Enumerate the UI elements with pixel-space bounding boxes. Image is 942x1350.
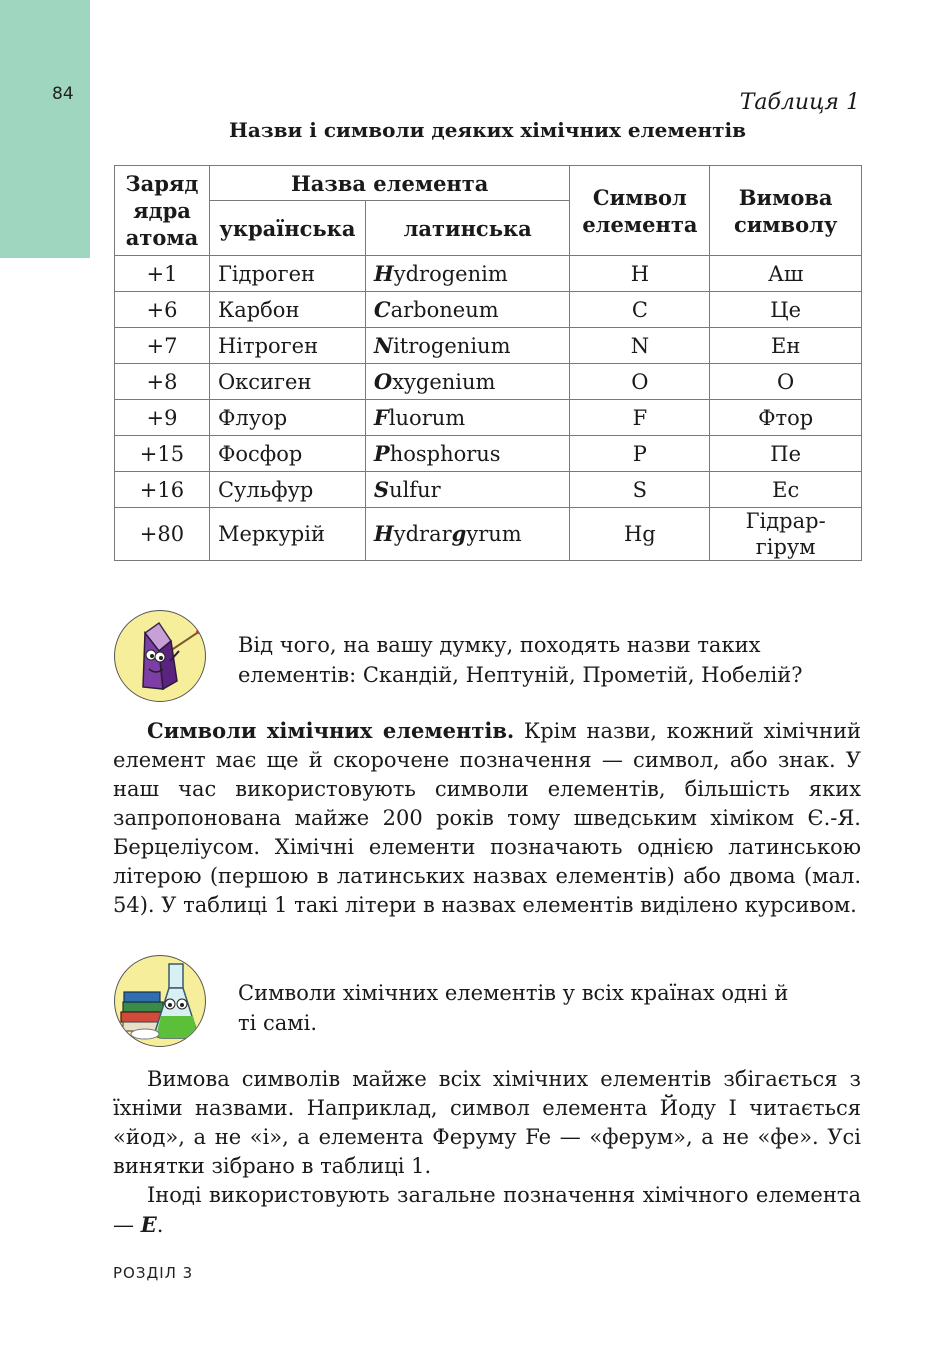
- header-charge: Заряд ядра атома: [115, 166, 210, 256]
- elements-table: [114, 165, 862, 561]
- page-number: 84: [52, 84, 74, 104]
- general-symbol: E: [140, 1212, 157, 1237]
- header-element-name: Назва елемента: [209, 166, 569, 201]
- cell-charge: +9: [115, 400, 210, 436]
- cell-ukrainian-name: Нітроген: [209, 328, 365, 364]
- cell-latin-name: Carboneum: [365, 292, 570, 328]
- table-row: [115, 436, 862, 472]
- cell-symbol: Hg: [570, 508, 710, 561]
- cell-pronunciation: Це: [710, 292, 862, 328]
- cell-charge: +15: [115, 436, 210, 472]
- chapter-color-band: [0, 0, 90, 258]
- header-ukrainian: українська: [209, 201, 365, 256]
- cell-symbol: S: [570, 472, 710, 508]
- cell-pronunciation: Пе: [710, 436, 862, 472]
- books-flask-icon: [114, 955, 206, 1047]
- paragraph-element-symbols: Символи хімічних елементів. Крім назви, кожний хімічний елемент має ще й скорочене позначення — символ, або знак. У наш час використовують символи елементів, більшість яких запропонована майже 200 років тому шведським хіміком Є.-Я. Берцеліусом. Хімічні елементи позначають однією латинською літерою (першою в латинських назвах елементів) або двома (мал. 54). У таблиці 1 такі літери в назвах елементів виділено курсивом.: [113, 718, 861, 917]
- table-row: [115, 400, 862, 436]
- table-row: [115, 292, 862, 328]
- table-row: [115, 328, 862, 364]
- cell-symbol: C: [570, 292, 710, 328]
- pencil-character-icon: [114, 610, 206, 702]
- cell-symbol: F: [570, 400, 710, 436]
- cell-latin-name: Hydrargyrum: [365, 508, 570, 561]
- table-row: [115, 256, 862, 292]
- table-row: [115, 508, 862, 561]
- cell-pronunciation: Ес: [710, 472, 862, 508]
- cell-symbol: P: [570, 436, 710, 472]
- cell-charge: +6: [115, 292, 210, 328]
- paragraph-general-symbol: Іноді використовують загальне позначення хімічного елемента — E.: [113, 1183, 861, 1237]
- cell-pronunciation: Гідрар- гірум: [710, 508, 862, 561]
- question-text: Від чого, на вашу думку, походять назви таких елементів: Скандій, Нептуній, Прометій, Нобелій?: [238, 633, 803, 687]
- cell-ukrainian-name: Гідроген: [209, 256, 365, 292]
- header-symbol: Символ елемента: [570, 166, 710, 256]
- paragraph-pronunciation: Вимова символів майже всіх хімічних елементів збігається з їхніми назвами. Наприклад, символ елемента Йоду I читається «йод», а не «і», а елемента Феруму Fe — «ферум», а не «фе». Усі винятки зібрано в таблиці 1.: [113, 1067, 861, 1178]
- table-title: Назви і символи деяких хімічних елементів: [228, 118, 747, 142]
- cell-ukrainian-name: Сульфур: [209, 472, 365, 508]
- cell-symbol: N: [570, 328, 710, 364]
- cell-latin-name: Oxygenium: [365, 364, 570, 400]
- cell-latin-name: Fluorum: [365, 400, 570, 436]
- cell-pronunciation: О: [710, 364, 862, 400]
- cell-ukrainian-name: Флуор: [209, 400, 365, 436]
- table-row: [115, 364, 862, 400]
- paragraph-heading: Символи хімічних елементів.: [147, 718, 515, 743]
- cell-charge: +7: [115, 328, 210, 364]
- cell-pronunciation: Ен: [710, 328, 862, 364]
- cell-pronunciation: Фтор: [710, 400, 862, 436]
- cell-pronunciation: Аш: [710, 256, 862, 292]
- cell-symbol: H: [570, 256, 710, 292]
- cell-charge: +8: [115, 364, 210, 400]
- cell-ukrainian-name: Оксиген: [209, 364, 365, 400]
- cell-latin-name: Hydrogenim: [365, 256, 570, 292]
- cell-ukrainian-name: Меркурій: [209, 508, 365, 561]
- cell-charge: +1: [115, 256, 210, 292]
- cell-latin-name: Sulfur: [365, 472, 570, 508]
- section-footer: РОЗДІЛ 3: [113, 1264, 194, 1282]
- cell-charge: +16: [115, 472, 210, 508]
- cell-ukrainian-name: Карбон: [209, 292, 365, 328]
- cell-latin-name: Nitrogenium: [365, 328, 570, 364]
- table-row: [115, 472, 862, 508]
- table-label: Таблиця 1: [739, 90, 860, 115]
- cell-ukrainian-name: Фосфор: [209, 436, 365, 472]
- note-text: Символи хімічних елементів у всіх країнах одні й ті самі.: [238, 981, 789, 1035]
- cell-latin-name: Phosphorus: [365, 436, 570, 472]
- cell-charge: +80: [115, 508, 210, 561]
- cell-symbol: O: [570, 364, 710, 400]
- header-pronunciation: Вимова символу: [710, 166, 862, 256]
- header-latin: латинська: [365, 201, 570, 256]
